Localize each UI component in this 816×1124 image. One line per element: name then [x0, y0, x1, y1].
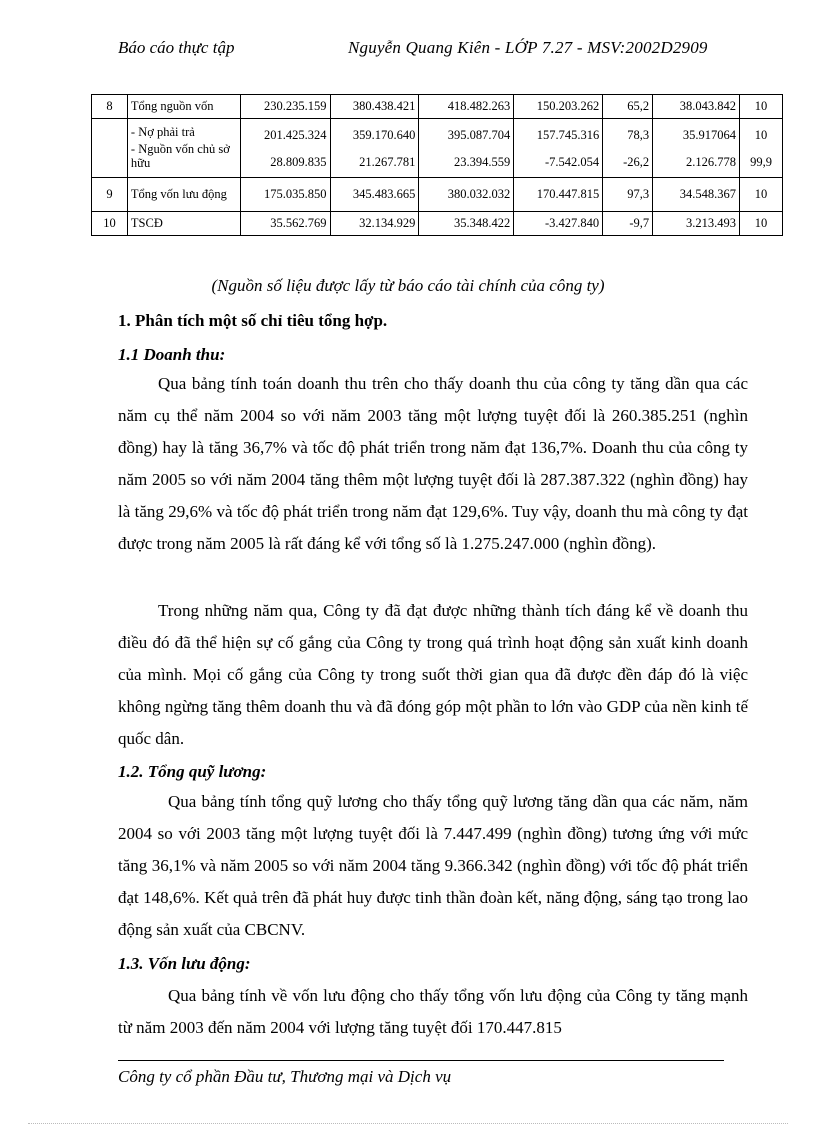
row-no: 8: [92, 95, 128, 119]
cell: 380.438.421: [330, 95, 419, 119]
cell: 380.032.032: [419, 178, 514, 212]
cell: -26,2: [623, 154, 650, 169]
subsection-title-salary: 1.2. Tổng quỹ lương:: [118, 762, 267, 781]
source-note: (Nguồn số liệu được lấy từ báo cáo tài chính của công ty): [211, 276, 605, 295]
paragraph-revenue-1: Qua bảng tính toán doanh thu trên cho thấy doanh thu của công ty tăng dần qua các năm cụ thể năm 2004 so với năm 2003 tăng một lượng tuyệt đối là 260.385.251 (nghìn đồng) hay là tăng 36,7% và tốc độ phát triển trong năm đạt 136,7%. Doanh thu của công ty năm 2005 so với năm 2004 tăng thêm một lượng tuyệt đối là 287.387.322 (nghìn đồng) hay là tăng 29,6% và tốc độ phát triển trong năm đạt 129,6%. Tuy vậy, doanh thu mà công ty đạt được trong năm 2005 là rất đáng kể với tổng số là 1.275.247.000 (nghìn đồng).: [118, 374, 748, 553]
cell: 345.483.665: [330, 178, 419, 212]
cell: 10: [740, 95, 783, 119]
cell: 359.170.640: [352, 127, 416, 142]
row-no: 10: [92, 212, 128, 236]
cell: 10: [740, 178, 783, 212]
cell-pair: [653, 119, 740, 178]
row-label-stack: [127, 119, 240, 178]
cell: 34.548.367: [653, 178, 740, 212]
cell: 201.425.324: [264, 127, 327, 142]
table-row: [92, 178, 783, 212]
cell: 21.267.781: [359, 154, 416, 169]
cell: 35.348.422: [419, 212, 514, 236]
cell: 65,2: [603, 95, 653, 119]
cell: 35.917064: [682, 127, 736, 142]
row-label: Tổng vốn lưu động: [127, 178, 240, 212]
cell: 97,3: [603, 178, 653, 212]
cell: 10: [754, 127, 768, 142]
cell-pair: [514, 119, 603, 178]
cell: 175.035.850: [240, 178, 330, 212]
page-footer: Công ty cổ phần Đầu tư, Thương mại và Dịch vụ: [118, 1067, 452, 1086]
table-row: [92, 95, 783, 119]
row-no: 9: [92, 178, 128, 212]
cell: 170.447.815: [514, 178, 603, 212]
cell: 78,3: [627, 127, 650, 142]
cell: 418.482.263: [419, 95, 514, 119]
cell: 23.394.559: [454, 154, 511, 169]
row-label: Tổng nguồn vốn: [127, 95, 240, 119]
cell: 230.235.159: [240, 95, 330, 119]
subsection-title-revenue: 1.1 Doanh thu:: [118, 345, 226, 364]
section-title: 1. Phân tích một số chỉ tiêu tổng hợp.: [118, 311, 388, 330]
paragraph-revenue-2: Trong những năm qua, Công ty đã đạt được những thành tích đáng kể về doanh thu điều đó đã thể hiện sự cố gắng của Công ty trong quá trình hoạt động sản xuất kinh doanh của mình. Mọi cố gắng của Công ty trong suốt thời gian qua đã được đền đáp đó là việc không ngừng tăng thêm doanh thu và đã đóng góp một phần to lớn vào GDP của nền kinh tế quốc dân.: [118, 601, 748, 748]
row-label: TSCĐ: [127, 212, 240, 236]
paragraph-working-capital: Qua bảng tính về vốn lưu động cho thấy tổng vốn lưu động của Công ty tăng mạnh từ năm 2003 đến năm 2004 với lượng tăng tuyệt đối 170.447.815: [118, 986, 748, 1037]
cell: 2.126.778: [686, 154, 736, 169]
cell: 10: [740, 212, 783, 236]
cell: 99,9: [750, 154, 772, 169]
cell: -3.427.840: [514, 212, 603, 236]
cell: 28.809.835: [270, 154, 327, 169]
table-row: [92, 212, 783, 236]
row-label-b: - Nguồn vốn chủ sở hữu: [130, 142, 230, 170]
footer-divider: [118, 1060, 724, 1061]
cell-pair: [330, 119, 419, 178]
cell: -9,7: [603, 212, 653, 236]
table-row: [92, 119, 783, 178]
header-left: Báo cáo thực tập: [118, 38, 235, 57]
page-header: [118, 38, 756, 62]
cell: -7.542.054: [545, 154, 600, 169]
financial-table: [91, 94, 783, 236]
cell: 150.203.262: [514, 95, 603, 119]
cell: 35.562.769: [240, 212, 330, 236]
row-no: [92, 119, 128, 178]
cell: 157.745.316: [536, 127, 600, 142]
subsection-title-working-capital: 1.3. Vốn lưu động:: [118, 954, 251, 973]
cell: 395.087.704: [447, 127, 511, 142]
header-right: Nguyễn Quang Kiên - LỚP 7.27 - MSV:2002D2909: [348, 38, 708, 57]
row-label-a: - Nợ phải trả: [130, 125, 195, 140]
cell: 32.134.929: [330, 212, 419, 236]
paragraph-salary: Qua bảng tính tổng quỹ lương cho thấy tổng quỹ lương tăng dần qua các năm, năm 2004 so với 2003 tăng một lượng tuyệt đối là 7.447.499 (nghìn đồng) tương ứng với mức tăng 36,1% và năm 2005 so với năm 2004 tăng 9.366.342 (nghìn đồng) với tốc độ phát triển đạt 148,6%. Kết quả trên đã phát huy được tinh thần đoàn kết, năng động, sáng tạo trong lao động sản xuất của CBCNV.: [118, 792, 748, 939]
cell: 38.043.842: [653, 95, 740, 119]
cell-pair: [419, 119, 514, 178]
cell: 3.213.493: [653, 212, 740, 236]
cell-pair: [240, 119, 330, 178]
cell-pair: [740, 119, 783, 178]
cell-pair: [603, 119, 653, 178]
